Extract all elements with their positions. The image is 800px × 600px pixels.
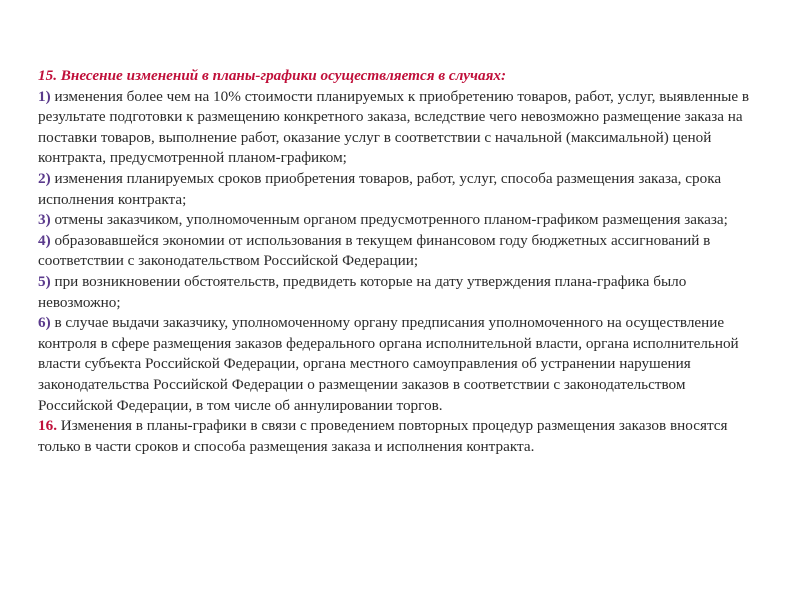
paragraph-text: Изменения в планы-графики в связи с проведением повторных процедур размещения заказов вносятся только в части сроков и способа размещения заказа и исполнения контракта. xyxy=(38,417,728,455)
item-number: 2) xyxy=(38,169,51,187)
paragraph-number: 16. xyxy=(38,417,57,435)
item-number: 4) xyxy=(38,231,51,249)
section-heading: 15. Внесение изменений в планы-графики осуществляется в случаях: xyxy=(38,67,507,84)
item-text: изменения планируемых сроков приобретения товаров, работ, услуг, способа размещения заказа, срока исполнения контракта; xyxy=(38,169,722,208)
item-number: 3) xyxy=(38,211,51,229)
list-item-5 xyxy=(38,272,763,313)
item-text: отмены заказчиком, уполномоченным органом предусмотренного планом-графиком размещения заказа; xyxy=(50,211,728,229)
item-text: изменения более чем на 10% стоимости планируемых к приобретению товаров, работ, услуг, выявленные в результате подготовки к размещению конкретного заказа, вследствие чего невозможно размещение заказа на поставки товаров, выполнение работ, оказание услуг в соответствии с начальной (максимальной) ценой контракта, предусмотренной планом-графиком; xyxy=(38,87,750,167)
item-text: при возникновении обстоятельств, предвидеть которые на дату утверждения плана-графика было невозможно; xyxy=(38,272,687,311)
list-item-4 xyxy=(38,231,763,272)
item-number: 1) xyxy=(38,87,51,105)
item-text: в случае выдачи заказчику, уполномоченному органу предписания уполномоченного на осуществление контроля в сфере размещения заказов федерального органа исполнительной власти, органа исполнительной власти субъекта Российской Федерации, органа местного самоуправления об устранении нарушения законодательства Российской Федерации о размещении заказов в соответствии с законодательством Российской Федерации, в том числе об аннулировании торгов. xyxy=(38,314,739,414)
item-number: 5) xyxy=(38,272,51,290)
list-item-2 xyxy=(38,169,763,210)
final-paragraph xyxy=(38,416,763,457)
item-number: 6) xyxy=(38,314,51,332)
list-item-1 xyxy=(38,87,763,169)
item-text: образовавшейся экономии от использования в текущем финансовом году бюджетных ассигнований в соответствии с законодательством Российской Федерации; xyxy=(38,231,711,270)
slide-content xyxy=(38,66,763,457)
list-item-6 xyxy=(38,313,763,416)
list-item-3 xyxy=(38,210,763,231)
